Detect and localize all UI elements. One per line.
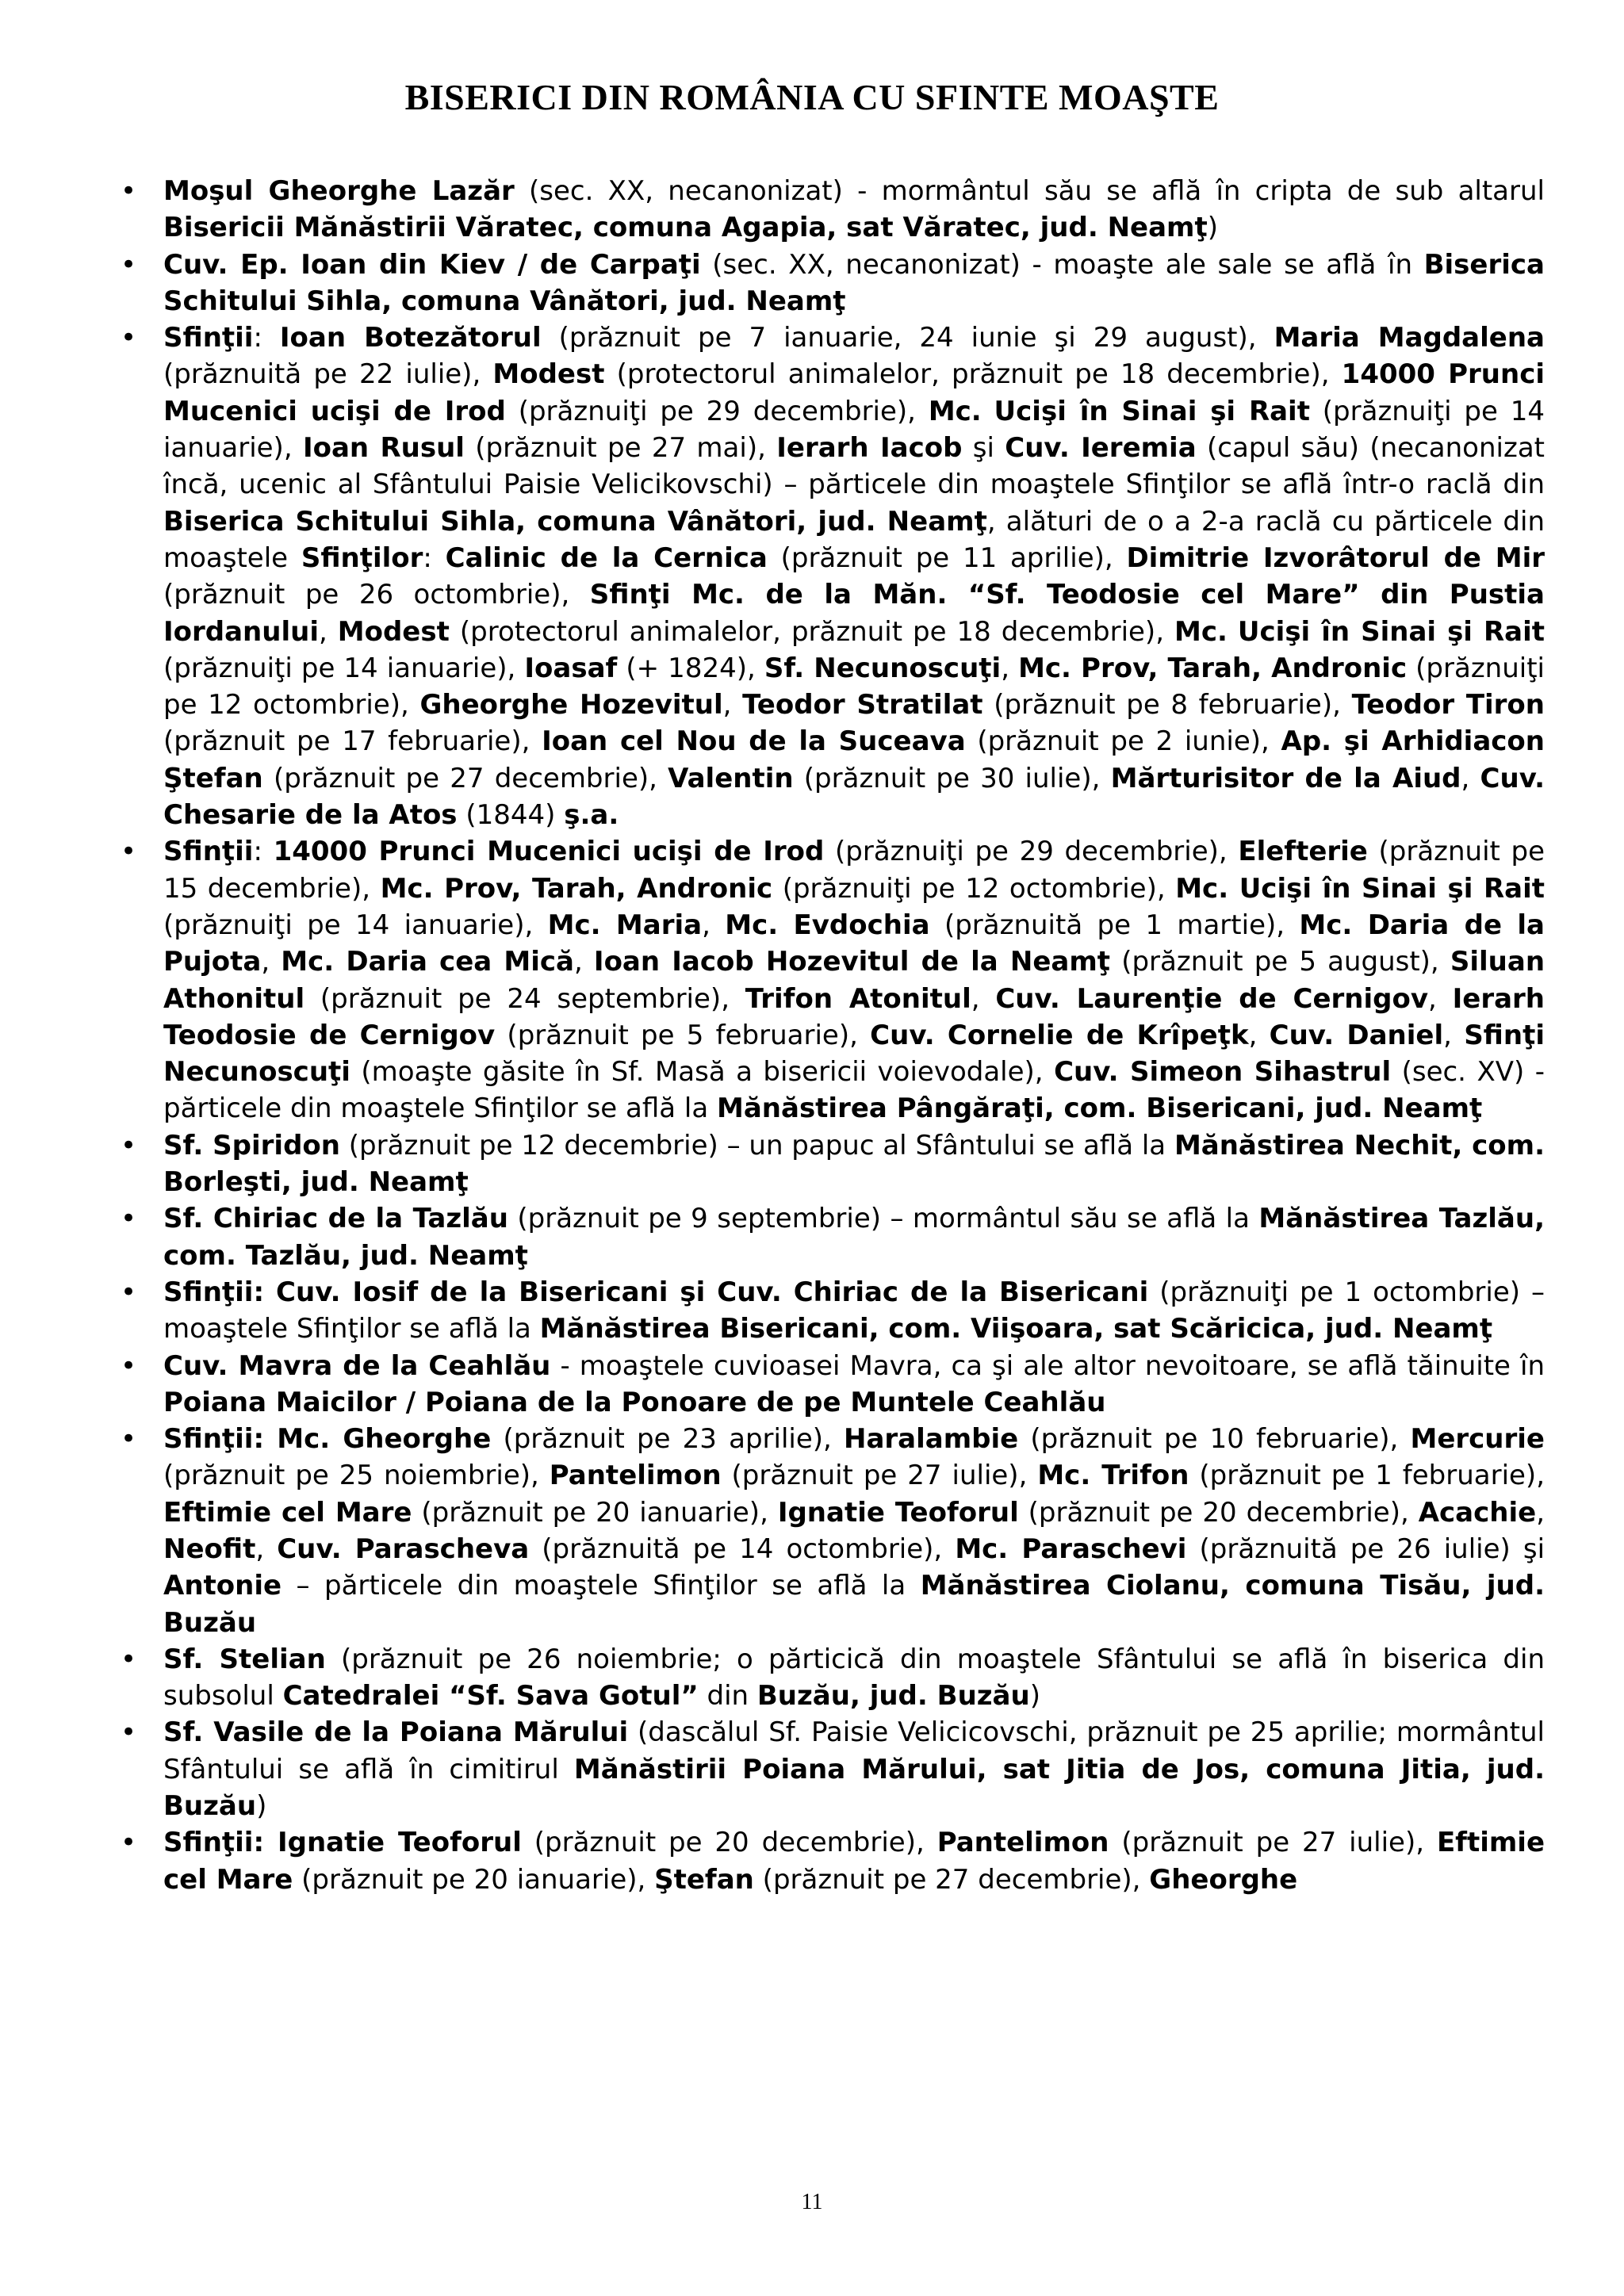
bold-text-segment: Eftimie cel Mare xyxy=(163,1827,1545,1896)
text-segment: ) xyxy=(1029,1680,1040,1712)
text-segment: , xyxy=(1443,1019,1465,1051)
bold-text-segment: Calinic de la Cernica xyxy=(445,541,768,574)
page-number: 11 xyxy=(801,2190,823,2214)
text-segment: (prăznuit pe 1 februarie), xyxy=(1189,1460,1545,1492)
list-item xyxy=(117,1714,1545,1824)
text-segment: (prăznuită pe 26 iulie) şi xyxy=(1186,1533,1545,1565)
bold-text-segment: Catedralei “Sf. Sava Gotul” xyxy=(282,1680,699,1712)
bold-text-segment: Cuv. Simeon Sihastrul xyxy=(1054,1056,1392,1089)
text-segment: , xyxy=(573,946,594,978)
text-segment: (prăznuit pe 2 iunie), xyxy=(965,725,1281,758)
text-segment: , xyxy=(1248,1019,1270,1051)
bold-text-segment: Siluan Athonitul xyxy=(163,946,1545,1015)
bold-text-segment: Mc. Prov, Tarah, Andronic xyxy=(380,872,773,905)
text-segment: (prăznuit pe 20 ianuarie), xyxy=(412,1496,778,1529)
text-segment: , alături de o a 2-a raclă cu părticele din moaştele xyxy=(163,505,1545,574)
text-segment: (prăznuit pe 7 ianuarie, 24 iunie şi 29 august), xyxy=(541,322,1274,354)
text-segment: (prăznuit pe 17 februarie), xyxy=(163,725,542,758)
text-segment: (prăznuit pe 5 august), xyxy=(1110,946,1450,978)
bold-text-segment: Ierarh Teodosie de Cernigov xyxy=(163,982,1545,1051)
list-item xyxy=(117,1824,1545,1898)
bold-text-segment: Sfinţi Necunoscuţi xyxy=(163,1019,1545,1089)
text-segment: (dascălul Sf. Paisie Velicicovschi, prăznuit pe 25 aprilie; mormântul Sfântului se află în cimitirul xyxy=(163,1716,1545,1785)
bold-text-segment: Pantelimon xyxy=(936,1827,1109,1859)
text-segment: (+ 1824), xyxy=(617,652,764,684)
bold-text-segment: Teodor Tiron xyxy=(1351,689,1545,721)
list-item xyxy=(117,1421,1545,1641)
text-segment: , xyxy=(1428,982,1453,1015)
bold-text-segment: Mănăstirea Tazlău, com. Tazlău, jud. Neamţ xyxy=(163,1203,1545,1272)
bold-text-segment: Ignatie Teoforul xyxy=(777,1496,1019,1529)
bold-text-segment: Ioasaf xyxy=(524,652,618,684)
text-segment: (prăznuiţi pe 12 octombrie), xyxy=(772,872,1176,905)
list-item xyxy=(117,1274,1545,1348)
bold-text-segment: Ucişi în Sinai şi Rait xyxy=(1237,615,1545,648)
bold-text-segment: Mc. Trifon xyxy=(1037,1460,1189,1492)
text-segment: , xyxy=(971,982,996,1015)
bold-text-segment: Trifon Atonitul xyxy=(745,982,971,1015)
bold-text-segment: Haralambie xyxy=(844,1423,1019,1456)
text-segment: - moaştele cuvioasei Mavra, ca şi ale altor nevoitoare, se află tăinuite în xyxy=(550,1349,1545,1382)
bold-text-segment: Dimitrie Izvorâtorul de Mir xyxy=(1126,541,1545,574)
bold-text-segment: Mănăstirea Ciolanu, comuna Tisău, jud. Buzău xyxy=(163,1570,1545,1639)
text-segment: (prăznuită pe 1 martie), xyxy=(929,909,1300,941)
bold-text-segment: Sfinţii xyxy=(163,322,254,354)
text-segment: , xyxy=(702,909,726,941)
text-segment: (prăznuită pe 14 octombrie), xyxy=(529,1533,956,1565)
bold-text-segment: Mc. Maria xyxy=(547,909,703,941)
text-segment: (sec. XX, necanonizat) - mormântul său se află în cripta de sub altarul xyxy=(514,175,1545,207)
bold-text-segment: Sfinţi Mc. de la Măn. “Sf. Teodosie cel Mare” din Pustia Iordanului xyxy=(163,579,1545,648)
bold-text-segment: Mănăstirii Poiana Mărului, sat Jitia de Jos, comuna Jitia, jud. Buzău xyxy=(163,1753,1545,1823)
text-segment: (1844) xyxy=(457,799,565,832)
text-segment: , xyxy=(1461,762,1480,794)
text-segment: (prăznuit pe 26 octombrie), xyxy=(163,579,590,611)
text-segment: : xyxy=(253,322,280,354)
text-segment: (prăznuiţi pe 29 decembrie), xyxy=(505,395,929,427)
text-segment: din xyxy=(698,1680,757,1712)
bold-text-segment: Ioan Botezătorul xyxy=(279,322,542,354)
bold-text-segment: Teodor Stratilat xyxy=(742,689,983,721)
text-segment: (prăznuit pe 12 decembrie) – un papuc al Sfântului se află la xyxy=(339,1129,1174,1161)
bold-text-segment: Mănăstirea Pângăraţi, com. Bisericani, jud. Neamţ xyxy=(717,1093,1483,1125)
text-segment: : xyxy=(253,836,274,868)
text-segment: (prăznuit pe 15 decembrie), xyxy=(163,836,1545,905)
bold-text-segment: Acachie xyxy=(1418,1496,1537,1529)
text-segment: (prăznuit pe 5 februarie), xyxy=(495,1019,871,1051)
page-title: BISERICI DIN ROMÂNIA CU SFINTE MOAŞTE xyxy=(404,77,1220,117)
bold-text-segment: Gheorghe Hozevitul xyxy=(419,689,723,721)
bold-text-segment: Bisericii Mănăstirii Văratec, comuna Agapia, sat Văratec, jud. Neamţ xyxy=(163,212,1208,244)
text-segment: (prăznuiţi pe 29 decembrie), xyxy=(824,836,1239,868)
bold-text-segment: Mc. Evdochia xyxy=(725,909,930,941)
bold-text-segment: Valentin xyxy=(668,762,794,794)
text-segment: , xyxy=(255,1533,278,1565)
text-segment: (prăznuiţi pe 14 ianuarie), xyxy=(163,652,525,684)
text-segment: (protectorul animalelor, prăznuit pe 18 decembrie), xyxy=(604,358,1342,391)
bold-text-segment: Sf. Stelian xyxy=(163,1643,326,1675)
bold-text-segment: Sfinţilor xyxy=(301,541,423,574)
text-segment: (prăznuit pe 27 iulie), xyxy=(721,1460,1038,1492)
text-segment: ) xyxy=(1207,212,1218,244)
bold-text-segment: Cuv. Cornelie de Krîpeţk xyxy=(870,1019,1249,1051)
text-segment: (prăznuit pe 27 iulie), xyxy=(1109,1827,1437,1859)
text-segment: (prăznuit pe 24 septembrie), xyxy=(304,982,745,1015)
text-segment: (prăznuit pe 8 februarie), xyxy=(982,689,1352,721)
bold-text-segment: Sf. Chiriac de la Tazlău xyxy=(163,1203,508,1235)
bold-text-segment: Cuv. Ieremia xyxy=(1005,432,1197,465)
bold-text-segment: Sf. Necunoscuţi xyxy=(764,652,1002,684)
text-segment: , xyxy=(318,615,338,648)
bold-text-segment: Mc. Prov, Tarah, Andronic xyxy=(1018,652,1408,684)
bold-text-segment: Mc. Paraschevi xyxy=(955,1533,1187,1565)
bold-text-segment: Mc. xyxy=(1174,615,1228,648)
list-item xyxy=(117,1200,1545,1274)
bold-text-segment: Cuv. Ep. Ioan din Kiev / de Carpaţi xyxy=(163,248,701,281)
bold-text-segment: ş.a. xyxy=(564,799,619,832)
text-segment xyxy=(982,396,994,427)
text-segment: , xyxy=(722,689,743,721)
text-segment: (prăznuită pe 22 iulie), xyxy=(163,358,493,391)
bold-text-segment: Sf. Spiridon xyxy=(163,1129,340,1161)
bold-text-segment: Cuv. Chesarie de la Atos xyxy=(163,762,1545,832)
text-segment: (moaşte găsite în Sf. Masă a bisericii voievodale), xyxy=(350,1056,1055,1089)
text-segment: (prăznuit pe 30 iulie), xyxy=(793,762,1111,794)
bold-text-segment: Mc. Daria de la Pujota xyxy=(163,909,1545,978)
text-segment: (prăznuit pe 9 septembrie) – mormântul său se află la xyxy=(508,1203,1259,1235)
text-segment: (prăznuit pe 20 decembrie), xyxy=(521,1827,937,1859)
bold-text-segment: Ierarh Iacob xyxy=(776,432,963,465)
text-segment: , xyxy=(1001,652,1019,684)
bold-text-segment: Eftimie cel Mare xyxy=(163,1496,412,1529)
text-segment: , xyxy=(261,946,282,978)
bold-text-segment: Mc. xyxy=(928,395,982,427)
text-segment: (prăznuit pe 27 mai), xyxy=(464,432,777,465)
text-segment: (prăznuit pe 23 aprilie), xyxy=(491,1423,845,1456)
list-item xyxy=(117,1641,1545,1715)
bold-text-segment: Cuv. Mavra de la Ceahlău xyxy=(163,1349,551,1382)
bold-text-segment: Mănăstirea Bisericani, com. Viişoara, sat Scăricica, jud. Neamţ xyxy=(539,1313,1493,1345)
relics-list xyxy=(117,173,1545,1898)
list-item xyxy=(117,1127,1545,1201)
bold-text-segment: Cuv. Laurenţie de Cernigov xyxy=(995,982,1428,1015)
text-segment xyxy=(1228,616,1238,648)
text-segment: (prăznuiţi pe 1 octombrie) – moaştele Sfinţilor se află la xyxy=(163,1276,1545,1345)
bold-text-segment: Mc. Ucişi în Sinai şi Rait xyxy=(1175,872,1545,905)
text-segment: ) xyxy=(256,1790,267,1823)
list-item xyxy=(117,320,1545,833)
text-segment: (protectorul animalelor, prăznuit pe 18 decembrie), xyxy=(449,615,1174,648)
bold-text-segment: Sfinţii xyxy=(163,836,254,868)
bold-text-segment: Mc. Daria cea Mică xyxy=(281,946,574,978)
bold-text-segment: Ucişi în Sinai şi Rait xyxy=(994,395,1310,427)
text-segment: şi xyxy=(962,432,1005,465)
bold-text-segment: Mănăstirea Nechit, com. Borleşti, jud. Neamţ xyxy=(163,1129,1545,1199)
bold-text-segment: Sf. Vasile de la Poiana Mărului xyxy=(163,1716,629,1749)
bold-text-segment: Gheorghe xyxy=(1149,1863,1298,1896)
text-segment: (prăznuiţi pe 12 octombrie), xyxy=(163,652,1545,721)
text-segment: (prăznuit pe 27 decembrie), xyxy=(753,1863,1150,1896)
text-segment: (prăznuit pe 26 noiembrie; o părticică din moaştele Sfântului se află în biserica din subsolul xyxy=(163,1643,1545,1712)
text-segment: : xyxy=(423,541,446,574)
text-segment: (capul său) (necanonizat încă, ucenic al Sfântului Paisie Velicikovschi) – părticele din moaştele Sfinţilor se află într-o raclă din xyxy=(163,432,1545,501)
text-segment: (prăznuit pe 27 decembrie), xyxy=(262,762,668,794)
bold-text-segment: Cuv. Daniel xyxy=(1269,1019,1444,1051)
bold-text-segment: 14000 Prunci Mucenici ucişi de Irod xyxy=(163,358,1545,427)
bold-text-segment: Elefterie xyxy=(1238,836,1368,868)
bold-text-segment: Ioan Rusul xyxy=(302,432,465,465)
text-segment: (sec. XV) - părticele din moaştele Sfinţilor se află la xyxy=(163,1056,1545,1125)
bold-text-segment: Sfinţii: Ignatie Teoforul xyxy=(163,1827,522,1859)
text-segment: , xyxy=(1536,1496,1545,1529)
bold-text-segment: Ioan cel Nou de la Suceava xyxy=(542,725,966,758)
bold-text-segment: Maria Magdalena xyxy=(1274,322,1545,354)
bold-text-segment: Cuv. Parascheva xyxy=(277,1533,530,1565)
text-segment: (prăznuit pe 10 februarie), xyxy=(1018,1423,1411,1456)
list-item xyxy=(117,173,1545,247)
bold-text-segment: Neofit xyxy=(163,1533,256,1565)
text-segment: (prăznuit pe 25 noiembrie), xyxy=(163,1460,550,1492)
text-segment: (prăznuit pe 20 ianuarie), xyxy=(293,1863,655,1896)
bold-text-segment: Mărturisitor de la Aiud xyxy=(1110,762,1461,794)
bold-text-segment: Sfinţii: Cuv. Iosif de la Bisericani şi Cuv. Chiriac de la Bisericani xyxy=(163,1276,1149,1308)
bold-text-segment: Moşul Gheorghe Lazăr xyxy=(163,175,515,207)
text-segment: (sec. XX, necanonizat) - moaşte ale sale se află în xyxy=(700,248,1424,281)
text-segment: (prăznuit pe 11 aprilie), xyxy=(767,541,1127,574)
bold-text-segment: Sfinţii: Mc. Gheorghe xyxy=(163,1423,492,1456)
bold-text-segment: 14000 Prunci Mucenici ucişi de Irod xyxy=(273,836,825,868)
bold-text-segment: Ap. şi Arhidiacon Ştefan xyxy=(163,725,1545,794)
bold-text-segment: Ştefan xyxy=(654,1863,754,1896)
bold-text-segment: Biserica Schitului Sihla, comuna Vânători, jud. Neamţ xyxy=(163,248,1545,317)
bold-text-segment: Poiana Maicilor / Poiana de la Ponoare de pe Muntele Ceahlău xyxy=(163,1386,1106,1418)
text-segment: (prăznuiţi pe 14 ianuarie), xyxy=(163,395,1545,465)
bold-text-segment: Buzău, jud. Buzău xyxy=(756,1680,1030,1712)
bold-text-segment: Ioan Iacob Hozevitul de la Neamţ xyxy=(593,946,1111,978)
bold-text-segment: Antonie xyxy=(163,1570,282,1602)
text-segment: (prăznuiţi pe 14 ianuarie), xyxy=(163,909,548,941)
bold-text-segment: Modest xyxy=(337,615,450,648)
bold-text-segment: Pantelimon xyxy=(549,1460,722,1492)
text-segment: – părticele din moaştele Sfinţilor se află la xyxy=(282,1570,921,1602)
bold-text-segment: Mercurie xyxy=(1410,1423,1545,1456)
list-item xyxy=(117,833,1545,1127)
list-item xyxy=(117,1348,1545,1422)
list-item xyxy=(117,247,1545,320)
bold-text-segment: Biserica Schitului Sihla, comuna Vânători, jud. Neamţ xyxy=(163,505,987,538)
text-segment: (prăznuit pe 20 decembrie), xyxy=(1018,1496,1419,1529)
bold-text-segment: Modest xyxy=(492,358,605,391)
